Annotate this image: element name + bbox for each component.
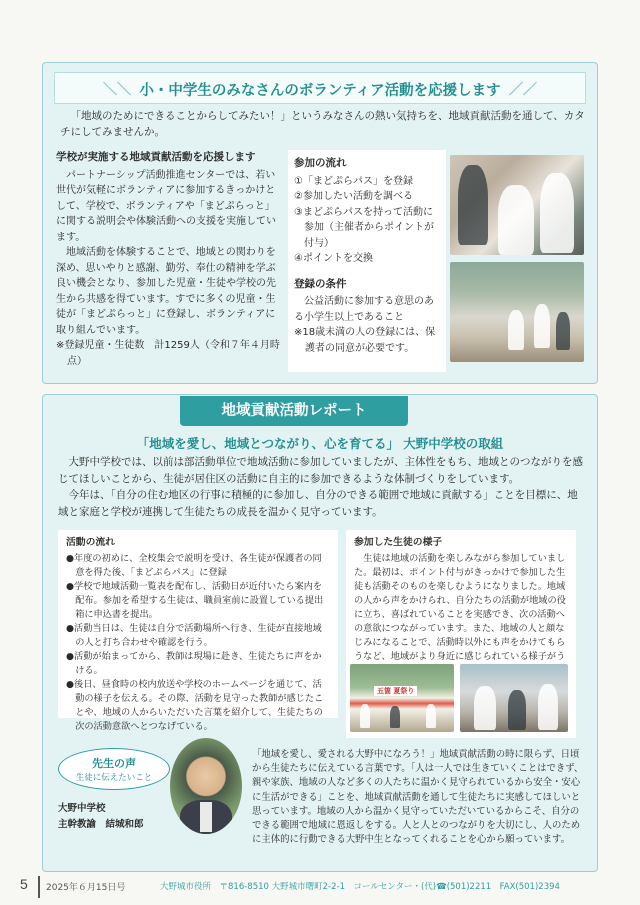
activity-bullet: ●活動が始まってから、教師は現場に赴き、生徒たちに声をかける。 [66, 651, 322, 676]
voice-subtitle: 生徒に伝えたいこと [75, 773, 153, 783]
flow-heading: 参加の流れ [294, 157, 347, 169]
flow-step-4: ④ポイントを交換 [294, 253, 373, 264]
flow-step-3: ③まどぷらパスを持って活動に参加（主催者からポイントが付与） [294, 206, 434, 249]
school-support-paragraph-1: パートナーシップ活動推進センターでは、若い世代が気軽にボランティアに参加するきっかけとして、学校で、ボランティアや「まどぷらっと」に関する説明会や体験活動への支援を実施しています。 [56, 169, 276, 243]
students-heading: 参加した生徒の様子 [354, 537, 443, 548]
volunteer-title: 小・中学生のみなさんのボランティア活動を応援します [139, 83, 501, 99]
conditions-heading: 登録の条件 [294, 277, 347, 290]
report-lead-paragraph-1: 大野中学校では、以前は部活動単位で地域活動に参加していましたが、主体性をもち、地域とのつながりを感じてほしいことから、生徒が居住区の活動に自主的に参加できるような体制づくりをしています。 [58, 456, 583, 485]
report-lead-paragraph-2: 今年は、「自分の住む地区の行事に積極的に参加し、自分のできる範囲で地域に貢献する」ことを目標に、地域と家庭と学校が連携して生徒たちの成長を温かく見守っています。 [58, 489, 578, 518]
activity-bullet: ●活動当日は、生徒は自分で活動場所へ行き、生徒が直接地域の人と打ち合わせや確認を行う。 [66, 623, 322, 648]
footer-divider [38, 876, 40, 898]
school-support-column [56, 150, 282, 369]
activity-bullet: ●年度の初めに、全校集会で説明を受け、各生徒が保護者の同意を得た後、「まどぷらパス」に登録 [66, 553, 322, 578]
cooking-activity-photo [460, 664, 568, 732]
activity-bullet: ●学校で地域活動一覧表を配布し、活動日が近付いたら案内を配布。参加を希望する生徒は、職員室前に設置している提出箱に申込書を提出。 [66, 581, 324, 620]
flow-step-1: ①「まどぷらパス」を登録 [294, 175, 413, 187]
teacher-name: 主幹教諭 結城和郎 [58, 819, 144, 830]
school-support-heading: 学校が実施する地域貢献活動を応援します [56, 151, 256, 163]
issue-date: 2025年６月15日号 [46, 883, 126, 893]
teacher-portrait [170, 738, 242, 834]
report-lead [58, 454, 588, 520]
slash-decoration-left: ＼＼ [103, 82, 131, 98]
cleanup-activity-photo [450, 262, 584, 362]
participation-box [288, 150, 446, 372]
students-text: 生徒は地域の活動を楽しみながら参加していました。最初は、ポイント付与がきっかけで参加した生徒も活動そのものを楽しむようになりました。地域の人から声をかけられ、自分たちの活動が地域の役に立ち、喜ばれていることを実感でき、次の活動への意欲につながっています。また、地域の人と顔なじみになることで、活動時以外にも声をかけてもらうなど、地域がより身近に感じられている様子がう [354, 553, 566, 662]
city-office-contact: 大野城市役所 〒816-8510 大野城市曙町2-2-1 コールセンター・(代)☎(501)2211 FAX(501)2394 [160, 882, 560, 892]
activity-bullet: ●後日、昼食時の校内放送や学校のホームページを通じて、活動の様子を伝える。その際、活動を見守った教師が感じたことや、地域の人からいただいた言葉を紹介して、生徒たちの次の活動意欲へとつなげている。 [66, 679, 324, 732]
summer-festival-photo [350, 664, 454, 732]
report-tab: 地域貢献活動レポート [180, 396, 408, 426]
conditions-note: ※18歳未満の人の登録には、保護者の同意が必要です。 [294, 327, 436, 354]
teacher-school: 大野中学校 [58, 803, 106, 814]
teacher-quote: 「地域を愛し、愛される大野中になろう！」地域貢献活動の時に限らず、日頃から生徒たちに伝えている言葉です。「人は一人では生きていくことはできず、親や家族、地域の人など多くの人たちに温かく見守られているから安全・安心に生活ができる」ことを、地域貢献活動を通して生徒たちに実感してほしいと思っています。地域の人から温かく見守っていただいているからこそ、自分のできる範囲で地域に恩返しをする。人と人とのつながりを大切にし、人のために主体的に行動できる大野中生となってくれることを心から願っています。 [252, 749, 584, 846]
conditions-text: 公益活動に参加する意思のある小学生以上であること [294, 296, 434, 323]
slash-decoration-right: ／／ [509, 82, 537, 98]
volunteer-lead: 「地域のためにできることからしてみたい！」というみなさんの熱い気持ちを、地域貢献活動を通して、カタチにしてみませんか。 [60, 110, 585, 138]
flow-step-2: ②参加したい活動を調べる [294, 191, 413, 202]
voice-title: 先生の声 [92, 757, 136, 770]
activity-flow-card [58, 530, 338, 732]
teacher-voice-bubble [58, 748, 170, 790]
page-number: 5 [20, 876, 28, 892]
school-support-paragraph-2: 地域活動を体験することで、地域との関わりを深め、思いやりと感謝、勤労、奉仕の精神を学ぶ良い機会となり、参加した児童・生徒や学校の先生から共感を得ています。すでに多くの児童・生徒が「まどぷらっと」に登録し、ボランティアに取り組んでいます。 [56, 247, 276, 336]
registration-photo [450, 155, 584, 255]
volunteer-title-bar [54, 72, 586, 104]
activity-flow-heading: 活動の流れ [66, 537, 115, 548]
registration-count-note: ※登録児童・生徒数 計1259人（令和７年４月時点） [56, 340, 280, 367]
report-subtitle: 「地域を愛し、地域とつながり、心を育てる」 大野中学校の取組 [136, 436, 504, 451]
festival-banner: 五箇 夏祭り [374, 686, 417, 696]
